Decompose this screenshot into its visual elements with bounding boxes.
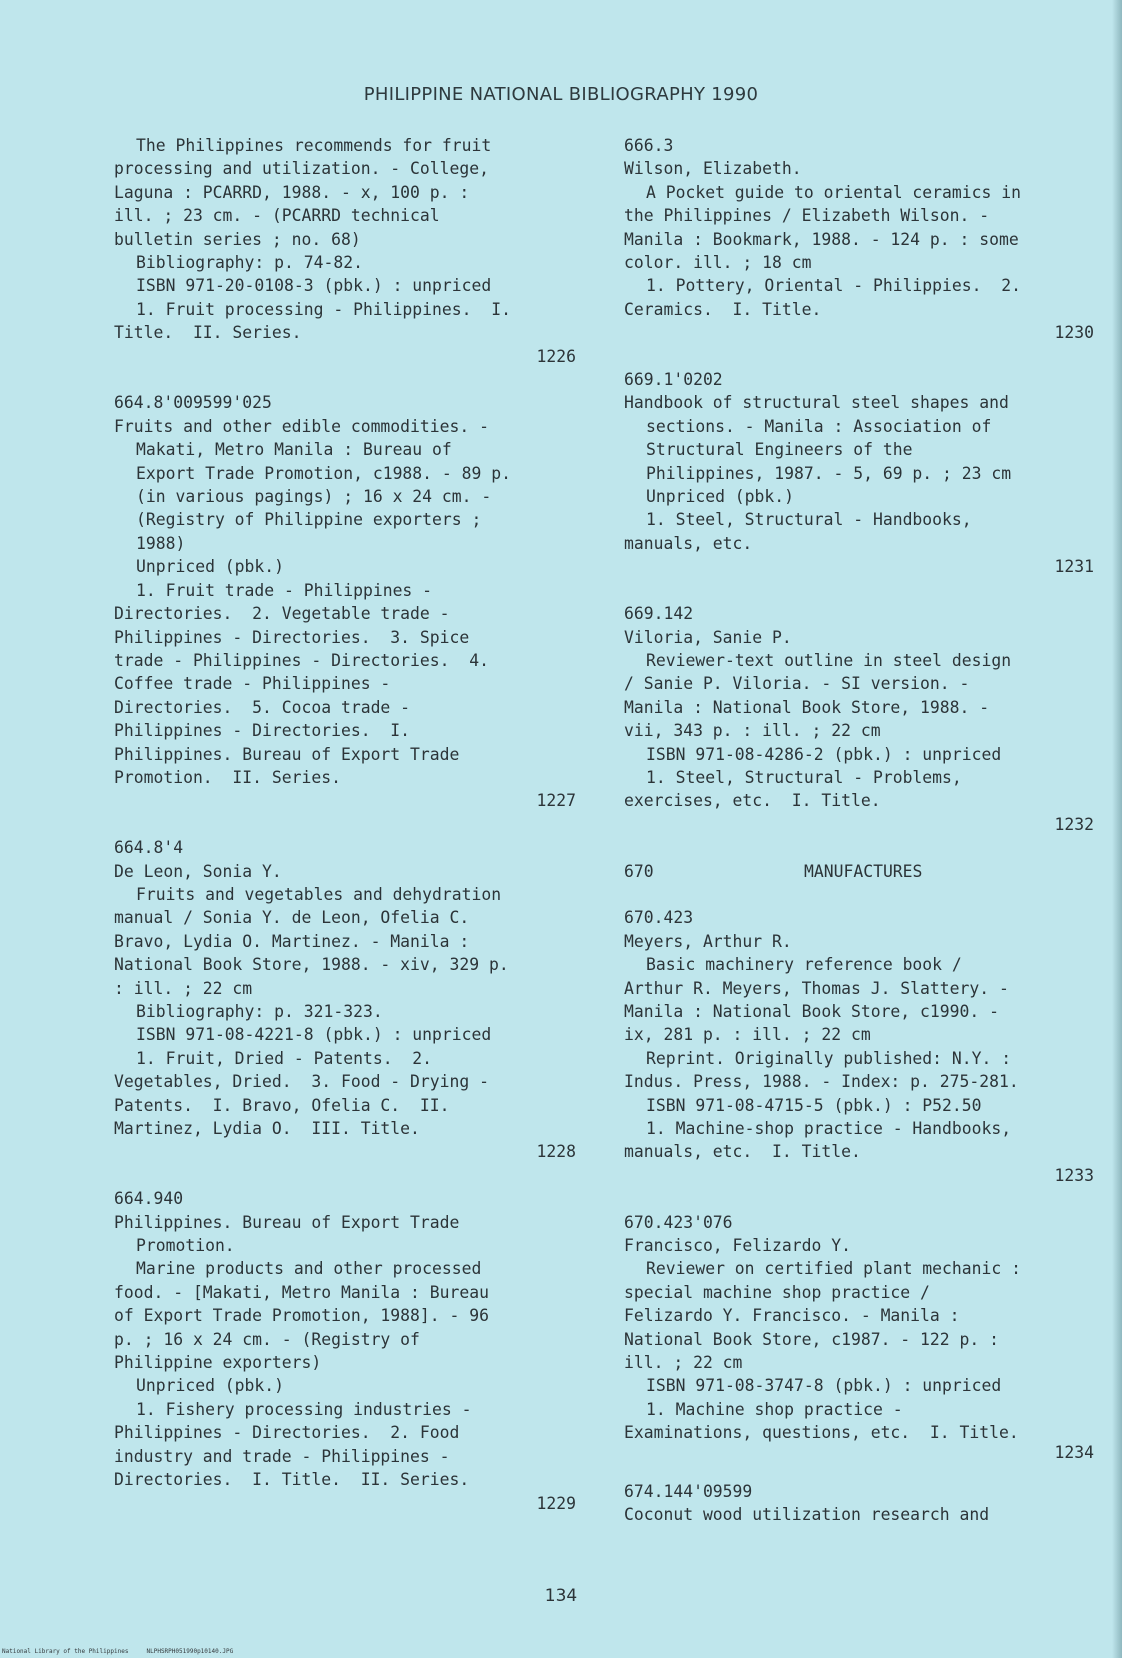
entry-line: manual / Sonia Y. de Leon, Ofelia C. [114,908,470,928]
right-column [624,134,1094,1527]
entry-line: food. - [Makati, Metro Manila : Bureau [114,1282,489,1302]
entry-line: 1. Fishery processing industries - [136,1399,472,1419]
entry-line: Structural Engineers of the [646,440,913,460]
bibliography-entry [624,134,1094,345]
entry-line: the Philippines / Elizabeth Wilson. - [624,206,990,226]
entry-line: 1988) [136,533,186,553]
entry-line: 669.142 [624,604,694,624]
entry-line: 1. Machine-shop practice - Handbooks, [646,1119,1012,1138]
entry-line: bulletin series ; no. 68) [114,229,361,249]
entry-line: National Book Store, 1988. - xiv, 329 p. [114,955,509,975]
entry-line: / Sanie P. Viloria. - SI version. - [624,674,970,694]
entry-line: Directories. I. Title. II. Series. [114,1470,470,1490]
entry-line: Bravo, Lydia O. Martinez. - Manila : [114,931,470,951]
page-header: PHILIPPINE NATIONAL BIBLIOGRAPHY 1990 [363,84,759,105]
bibliography-entry [624,602,1094,836]
entry-line: Indus. Press, 1988. - Index: p. 275-281. [624,1072,1019,1092]
entry-line: 1. Steel, Structural - Problems, [646,767,962,787]
entry-line: 664.940 [114,1189,184,1209]
entry-line: Meyers, Arthur R. [624,931,792,951]
entry-line: p. ; 16 x 24 cm. - (Registry of [114,1329,420,1349]
entry-line: Directories. 5. Cocoa trade - [114,697,411,717]
entry-line: sections. - Manila : Association of [646,416,992,436]
entry-line: Arthur R. Meyers, Thomas J. Slattery. - [624,978,1009,998]
bibliography-entry [114,836,576,1164]
entry-number: 1229 [536,1493,576,1513]
entry-line: ix, 281 p. : ill. ; 22 cm [624,1025,871,1045]
entry-line: manuals, etc. [624,533,753,553]
bibliography-entry [624,1211,1094,1464]
entry-line: Philippines - Directories. 3. Spice [114,627,470,647]
entry-line: manuals, etc. I. Title. [624,1142,861,1162]
entry-line: Wilson, Elizabeth. [624,159,802,179]
entry-line: Export Trade Promotion, c1988. - 89 p. [136,463,511,483]
entry-line: Philippines, 1987. - 5, 69 p. ; 23 cm [646,463,1012,483]
bibliography-entry [624,906,1094,1187]
section-class-number: 670 [624,861,654,881]
entry-line: 1. Steel, Structural - Handbooks, [646,510,972,530]
entry-line: 1. Fruit trade - Philippines - [136,580,433,600]
entry-line: Unpriced (pbk.) [646,487,795,507]
entry-line: Philippines. Bureau of Export Trade [114,744,460,764]
entry-line: Coffee trade - Philippines - [114,674,391,694]
entry-line: Basic machinery reference book / [646,955,962,975]
entry-line: Francisco, Felizardo Y. [624,1236,851,1256]
entry-line: Manila : Bookmark, 1988. - 124 p. : some [624,229,1019,249]
bibliography-entry [624,1480,1094,1527]
entry-number: 1233 [1054,1165,1094,1185]
entry-line: 1. Fruit, Dried - Patents. 2. [136,1048,433,1068]
entry-line: 1. Fruit processing - Philippines. I. [136,299,511,319]
entry-line: (in various pagings) ; 16 x 24 cm. - [136,487,492,507]
entry-number: 1226 [536,346,576,366]
entry-line: Handbook of structural steel shapes and [624,393,1009,413]
entry-number: 1234 [1054,1442,1094,1462]
entry-line: Title. II. Series. [114,323,302,343]
entry-line: 1. Machine shop practice - [646,1399,903,1419]
entry-line: industry and trade - Philippines - [114,1446,450,1466]
entry-line: Examinations, questions, etc. I. Title. [624,1423,1019,1443]
entry-line: ISBN 971-08-4715-5 (pbk.) : P52.50 [646,1095,982,1115]
entry-line: Manila : National Book Store, 1988. - [624,697,990,717]
entry-line: ill. ; 22 cm [624,1353,743,1373]
bibliography-entry [114,1187,576,1515]
bibliography-entry [624,368,1094,579]
entry-line: Makati, Metro Manila : Bureau of [136,440,452,460]
entry-line: ill. ; 23 cm. - (PCARRD technical [114,206,440,226]
entry-line: color. ill. ; 18 cm [624,253,812,273]
entry-line: ISBN 971-08-3747-8 (pbk.) : unpriced [646,1376,1002,1396]
footer-stamp: National Library of the Philippines NLPHSRPH051990p10140.JPG [2,1648,234,1655]
entry-line: ISBN 971-08-4221-8 (pbk.) : unpriced [136,1025,492,1045]
entry-line: ISBN 971-08-4286-2 (pbk.) : unpriced [646,744,1002,764]
entry-line: Marine products and other processed [136,1259,482,1279]
entry-line: 664.8'4 [114,838,184,858]
entry-line: Philippines. Bureau of Export Trade [114,1212,460,1232]
entry-line: Bibliography: p. 321-323. [136,1002,383,1021]
entry-line: Laguna : PCARRD, 1988. - x, 100 p. : [114,182,470,202]
entry-line: 670.423 [624,908,694,928]
entry-line: vii, 343 p. : ill. ; 22 cm [624,721,881,741]
entry-line: Vegetables, Dried. 3. Food - Drying - [114,1072,489,1092]
entry-line: Ceramics. I. Title. [624,299,822,319]
entry-line: Fruits and vegetables and dehydration [136,884,502,904]
entry-line: Viloria, Sanie P. [624,627,792,647]
entry-line: special machine shop practice / [624,1282,930,1302]
entry-line: Unpriced (pbk.) [136,1376,285,1396]
entry-number: 1232 [1054,814,1094,834]
entry-line: 669.1'0202 [624,370,723,390]
entry-line: 666.3 [624,136,674,155]
entry-line: Coconut wood utilization research and [624,1505,990,1525]
bibliography-entry [114,391,576,812]
entry-line: Martinez, Lydia O. III. Title. [114,1119,420,1139]
entry-line: A Pocket guide to oriental ceramics in [646,182,1021,202]
section-heading [624,860,1094,883]
entry-line: trade - Philippines - Directories. 4. [114,650,489,670]
entry-line: Felizardo Y. Francisco. - Manila : [624,1306,960,1326]
entry-line: ISBN 971-20-0108-3 (pbk.) : unpriced [136,276,492,296]
entry-line: Promotion. [136,1236,235,1256]
entry-line: 674.144'09599 [624,1482,753,1502]
entry-line: 1. Pottery, Oriental - Philippies. 2. [646,276,1021,296]
entry-line: Philippines - Directories. 2. Food [114,1423,460,1443]
section-label: MANUFACTURES [804,861,923,881]
entry-line: Directories. 2. Vegetable trade - [114,604,450,624]
entry-line: Reviewer on certified plant mechanic : [646,1259,1021,1279]
entry-line: De Leon, Sonia Y. [114,861,282,881]
entry-line: Philippine exporters) [114,1353,322,1373]
entry-line: Promotion. II. Series. [114,767,341,787]
left-column [114,134,576,1515]
entry-line: Bibliography: p. 74-82. [136,253,363,273]
entry-number: 1231 [1054,557,1094,577]
entry-line: exercises, etc. I. Title. [624,791,881,811]
entry-line: Manila : National Book Store, c1990. - [624,1001,999,1021]
entry-line: Unpriced (pbk.) [136,557,285,577]
entry-line: 670.423'076 [624,1212,733,1232]
entry-line: processing and utilization. - College, [114,159,489,179]
entry-number: 1227 [536,791,576,811]
entry-line: 664.8'009599'025 [114,393,272,413]
entry-line: (Registry of Philippine exporters ; [136,510,482,530]
entry-number: 1228 [536,1142,576,1162]
entry-line: Reprint. Originally published: N.Y. : [646,1048,1012,1068]
entry-line: Fruits and other edible commodities. - [114,416,489,436]
entry-line: National Book Store, c1987. - 122 p. : [624,1329,999,1349]
entry-line: The Philippines recommends for fruit [136,136,492,155]
entry-line: Philippines - Directories. I. [114,721,411,741]
page-edge-shadow [1112,0,1122,1658]
entry-line: : ill. ; 22 cm [114,978,253,998]
entry-number: 1230 [1054,323,1094,343]
entry-line: Reviewer-text outline in steel design [646,650,1012,670]
entry-line: Patents. I. Bravo, Ofelia C. II. [114,1095,450,1115]
bibliography-entry [114,134,576,368]
entry-line: of Export Trade Promotion, 1988]. - 96 [114,1306,489,1326]
page-number: 134 [544,1586,578,1606]
